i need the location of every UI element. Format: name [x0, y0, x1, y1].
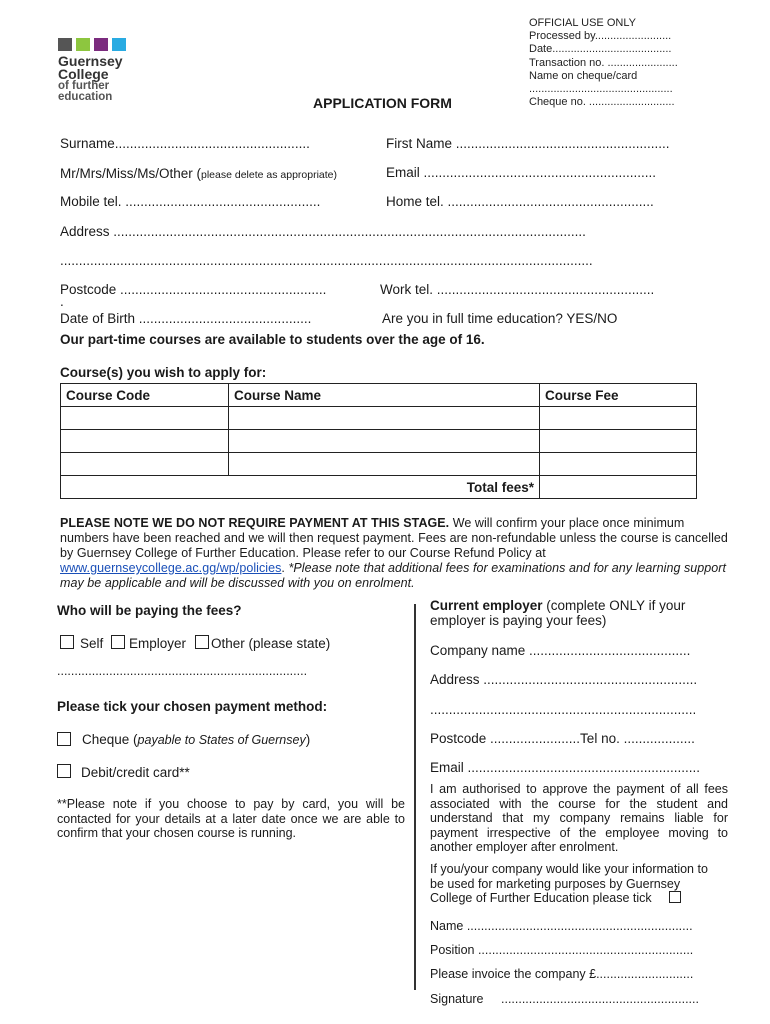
logo-square-blue [112, 38, 126, 51]
official-dots: ............................................... [529, 83, 673, 96]
course-code-cell[interactable] [61, 430, 229, 453]
company-name-field[interactable]: Company name ........................................... [430, 643, 691, 658]
authorisation-statement: I am authorised to approve the payment of all fees associated with the course for the student and understand that my company remains liable for payment irrespective of the employee moving to another employer after enrolment. [430, 782, 728, 855]
cheque-note: payable to States of Guernsey [137, 733, 306, 747]
logo-square-purple [94, 38, 108, 51]
employer-address-field[interactable]: Address ......................................................... [430, 672, 698, 687]
table-row [61, 430, 697, 453]
card-note: **Please note if you choose to pay by card, you will be contacted for your details at a later date once we are able to confirm that your chosen course is running. [57, 797, 405, 841]
fulltime-question[interactable]: Are you in full time education? YES/NO [382, 311, 618, 326]
invoice-amount-field[interactable]: Please invoice the company £............................ [430, 967, 694, 981]
cheque-option [82, 732, 310, 747]
logo-square-grey [58, 38, 72, 51]
marketing-text: If you/your company would like your information to be used for marketing purposes by Guernsey College of Further Education please tick [430, 862, 708, 906]
course-fee-cell[interactable] [540, 453, 697, 476]
self-checkbox[interactable] [60, 635, 74, 649]
card-label: Debit/credit card** [81, 765, 190, 780]
first-name-field[interactable]: First Name ......................................................... [386, 136, 670, 151]
employer-address-line-2[interactable]: ....................................................................... [430, 702, 697, 717]
policy-link[interactable]: www.guernseycollege.ac.gg/wp/policies [60, 561, 282, 575]
logo-line-1: Guernsey [58, 53, 123, 69]
total-fees-cell[interactable] [540, 476, 697, 499]
address-field[interactable]: Address .............................................................................................................................. [60, 224, 586, 239]
other-checkbox[interactable] [195, 635, 209, 649]
employer-checkbox[interactable] [111, 635, 125, 649]
course-name-cell[interactable] [229, 407, 540, 430]
marketing-checkbox[interactable] [669, 891, 681, 903]
notice-bold: PLEASE NOTE WE DO NOT REQUIRE PAYMENT AT THIS STAGE. [60, 516, 450, 530]
official-use-box [529, 17, 678, 109]
employer-heading-bold: Current employer [430, 598, 543, 613]
payer-heading: Who will be paying the fees? [57, 603, 242, 618]
email-field[interactable]: Email .............................................................. [386, 165, 657, 180]
age-note: Our part-time courses are available to students over the age of 16. [60, 332, 485, 347]
surname-field[interactable]: Surname.................................................... [60, 136, 310, 151]
postcode-field[interactable]: Postcode ....................................................... [60, 282, 327, 297]
table-header-row [61, 384, 697, 407]
employer-email-field[interactable]: Email .............................................................. [430, 760, 701, 775]
employer-label: Employer [129, 636, 187, 651]
employer-heading-rest: (complete ONLY if your employer is paying your fees) [430, 598, 686, 628]
course-code-cell[interactable] [61, 407, 229, 430]
address-line-2[interactable]: .............................................................................................................................................. [60, 253, 593, 268]
official-transaction: Transaction no. ....................... [529, 56, 678, 69]
course-fee-cell[interactable] [540, 430, 697, 453]
logo-line-2: College [58, 66, 109, 82]
title-note: please delete as appropriate) [201, 169, 338, 181]
title-field[interactable] [60, 165, 337, 183]
title-label: Mr/Mrs/Miss/Ms/Other ( [60, 166, 201, 181]
employer-position-field[interactable]: Position .............................................................. [430, 943, 694, 957]
col-course-name: Course Name [229, 384, 540, 407]
notice-italic: *Please note that additional fees for examinations and for any learning support may be applicable and will be discussed with you on enrolment. [60, 561, 727, 590]
employer-name-field[interactable]: Name ................................................................. [430, 919, 693, 933]
payment-notice [60, 516, 732, 591]
logo-line-3: of further [58, 80, 110, 92]
self-label: Self [80, 636, 104, 651]
total-row [61, 476, 697, 499]
cheque-close: ) [305, 732, 311, 747]
cheque-checkbox[interactable] [57, 732, 71, 746]
card-checkbox[interactable] [57, 764, 71, 778]
official-cheque: Cheque no. ............................ [529, 96, 675, 109]
courses-table [60, 383, 697, 499]
other-state-field[interactable]: ........................................................................ [57, 664, 308, 678]
column-divider [414, 604, 416, 990]
work-tel-field[interactable]: Work tel. .......................................................... [380, 282, 655, 297]
col-course-code: Course Code [61, 384, 229, 407]
logo-square-green [76, 38, 90, 51]
signature-field[interactable]: ......................................................... [501, 992, 699, 1006]
cheque-label: Cheque ( [82, 732, 138, 747]
col-course-fee: Course Fee [540, 384, 697, 407]
notice-after-link: . [281, 561, 289, 575]
postcode-dot: . [60, 294, 64, 309]
notice-text: We will confirm your place once minimum numbers have been reached and we will then request payment. Fees are non-refundable unless the course is cancelled by Guernsey College of Further Education. Please refer to our Course Refund Policy at [60, 516, 728, 560]
course-fee-cell[interactable] [540, 407, 697, 430]
employer-heading [430, 598, 730, 628]
home-tel-field[interactable]: Home tel. ....................................................... [386, 194, 654, 209]
official-processed: Processed by......................... [529, 30, 672, 43]
table-row [61, 407, 697, 430]
course-code-cell[interactable] [61, 453, 229, 476]
form-title: APPLICATION FORM [313, 95, 452, 111]
courses-heading: Course(s) you wish to apply for: [60, 365, 267, 380]
other-label: Other (please state) [211, 636, 331, 651]
payment-method-heading: Please tick your chosen payment method: [57, 699, 328, 714]
signature-label: Signature [430, 992, 484, 1006]
total-fees-label: Total fees* [61, 476, 540, 499]
official-date: Date....................................... [529, 43, 672, 56]
table-row [61, 453, 697, 476]
course-name-cell[interactable] [229, 453, 540, 476]
official-title: OFFICIAL USE ONLY [529, 17, 636, 29]
logo-line-4: education [58, 91, 113, 103]
dob-field[interactable]: Date of Birth .............................................. [60, 311, 312, 326]
mobile-field[interactable]: Mobile tel. .................................................... [60, 194, 321, 209]
official-name-on: Name on cheque/card [529, 69, 638, 82]
course-name-cell[interactable] [229, 430, 540, 453]
employer-postcode-tel-field[interactable]: Postcode ........................Tel no. ................... [430, 731, 695, 746]
